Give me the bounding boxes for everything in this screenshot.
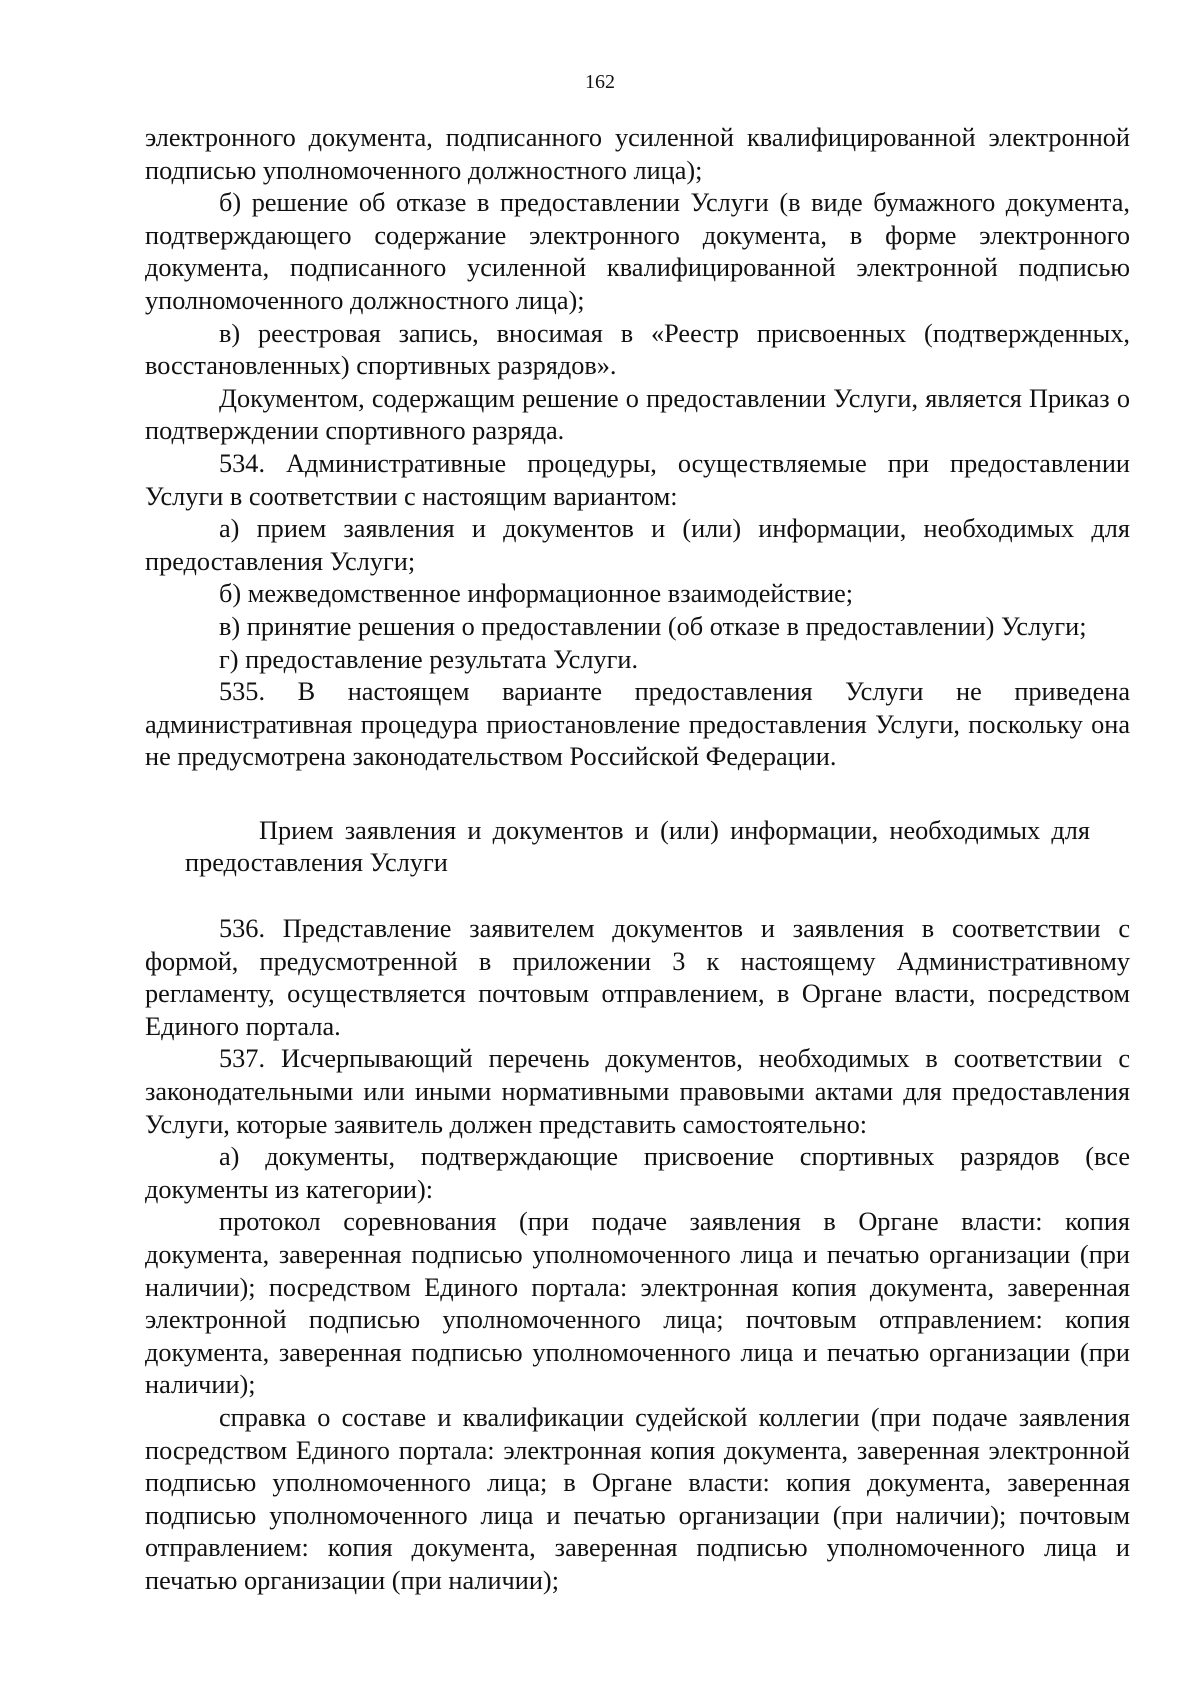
- paragraph-clause-536: 536. Представление заявителем документов и заявления в соответствии с формой, предусмотренной в приложении 3 к настоящему Административному регламенту, осуществляется почтовым отправлением, в Органе власти, посредством Единого портала.: [145, 914, 1130, 1041]
- paragraph-clause-534-v: в) принятие решения о предоставлении (об отказе в предоставлении) Услуги;: [219, 611, 1087, 641]
- paragraph-decision-document: Документом, содержащим решение о предоставлении Услуги, является Приказ о подтверждении спортивного разряда.: [145, 383, 1130, 446]
- spacer: [145, 880, 1130, 913]
- document-body: [145, 122, 1130, 1598]
- paragraph-item-v-registry: в) реестровая запись, вносимая в «Реестр присвоенных (подтвержденных, восстановленных) спортивных разрядов».: [145, 318, 1130, 381]
- paragraph-continuation: электронного документа, подписанного усиленной квалифицированной электронной подписью уполномоченного должностного лица);: [145, 123, 1130, 185]
- spacer: [145, 774, 1130, 815]
- paragraph-clause-537: 537. Исчерпывающий перечень документов, необходимых в соответствии с законодательными или иными нормативными правовыми актами для предоставления Услуги, которые заявитель должен представить самостоятельно:: [145, 1044, 1130, 1139]
- paragraph-clause-534-a: а) прием заявления и документов и (или) информации, необходимых для предоставления Услуги;: [145, 514, 1130, 576]
- paragraph-clause-537-a: а) документы, подтверждающие присвоение спортивных разрядов (все документы из категории):: [145, 1142, 1130, 1204]
- paragraph-clause-534-b: б) межведомственное информационное взаимодействие;: [219, 579, 854, 609]
- paragraphs-after-heading: [145, 913, 1130, 1597]
- paragraphs-before-heading: [145, 122, 1130, 774]
- paragraph-competition-protocol: протокол соревнования (при подаче заявления в Органе власти: копия документа, заверенная подписью уполномоченного лица и печатью организации (при наличии); посредством Единого портала: электронная копия документа, заверенная электронной подписью уполномоченного лица; почтовым отправлением: копия документа, заверенная подписью уполномоченного лица и печатью организации (при наличии);: [145, 1207, 1130, 1400]
- section-heading: Прием заявления и документов и (или) информации, необходимых для предоставления Услуги: [185, 815, 1090, 878]
- paragraph-item-b-refusal: б) решение об отказе в предоставлении Услуги (в виде бумажного документа, подтверждающего содержание электронного документа, в форме электронного документа, подписанного усиленной квалифицированной электронной подписью уполномоченного должностного лица);: [145, 188, 1130, 315]
- paragraph-clause-534-g: г) предоставление результата Услуги.: [219, 644, 639, 674]
- paragraph-clause-534: 534. Административные процедуры, осуществляемые при предоставлении Услуги в соответствии с настоящим вариантом:: [145, 448, 1130, 511]
- paragraph-clause-535: 535. В настоящем варианте предоставления Услуги не приведена административная процедура приостановление предоставления Услуги, поскольку она не предусмотрена законодательством Российской Федерации.: [145, 677, 1130, 772]
- page-number: 162: [585, 71, 615, 93]
- paragraph-judges-panel-certificate: справка о составе и квалификации судейской коллегии (при подаче заявления посредством Единого портала: электронная копия документа, заверенная электронной подписью уполномоченного лица; в Органе власти: копия документа, заверенная подписью уполномоченного лица и печатью организации (при наличии); почтовым отправлением: копия документа, заверенная подписью уполномоченного лица и печатью организации (при наличии);: [145, 1402, 1130, 1595]
